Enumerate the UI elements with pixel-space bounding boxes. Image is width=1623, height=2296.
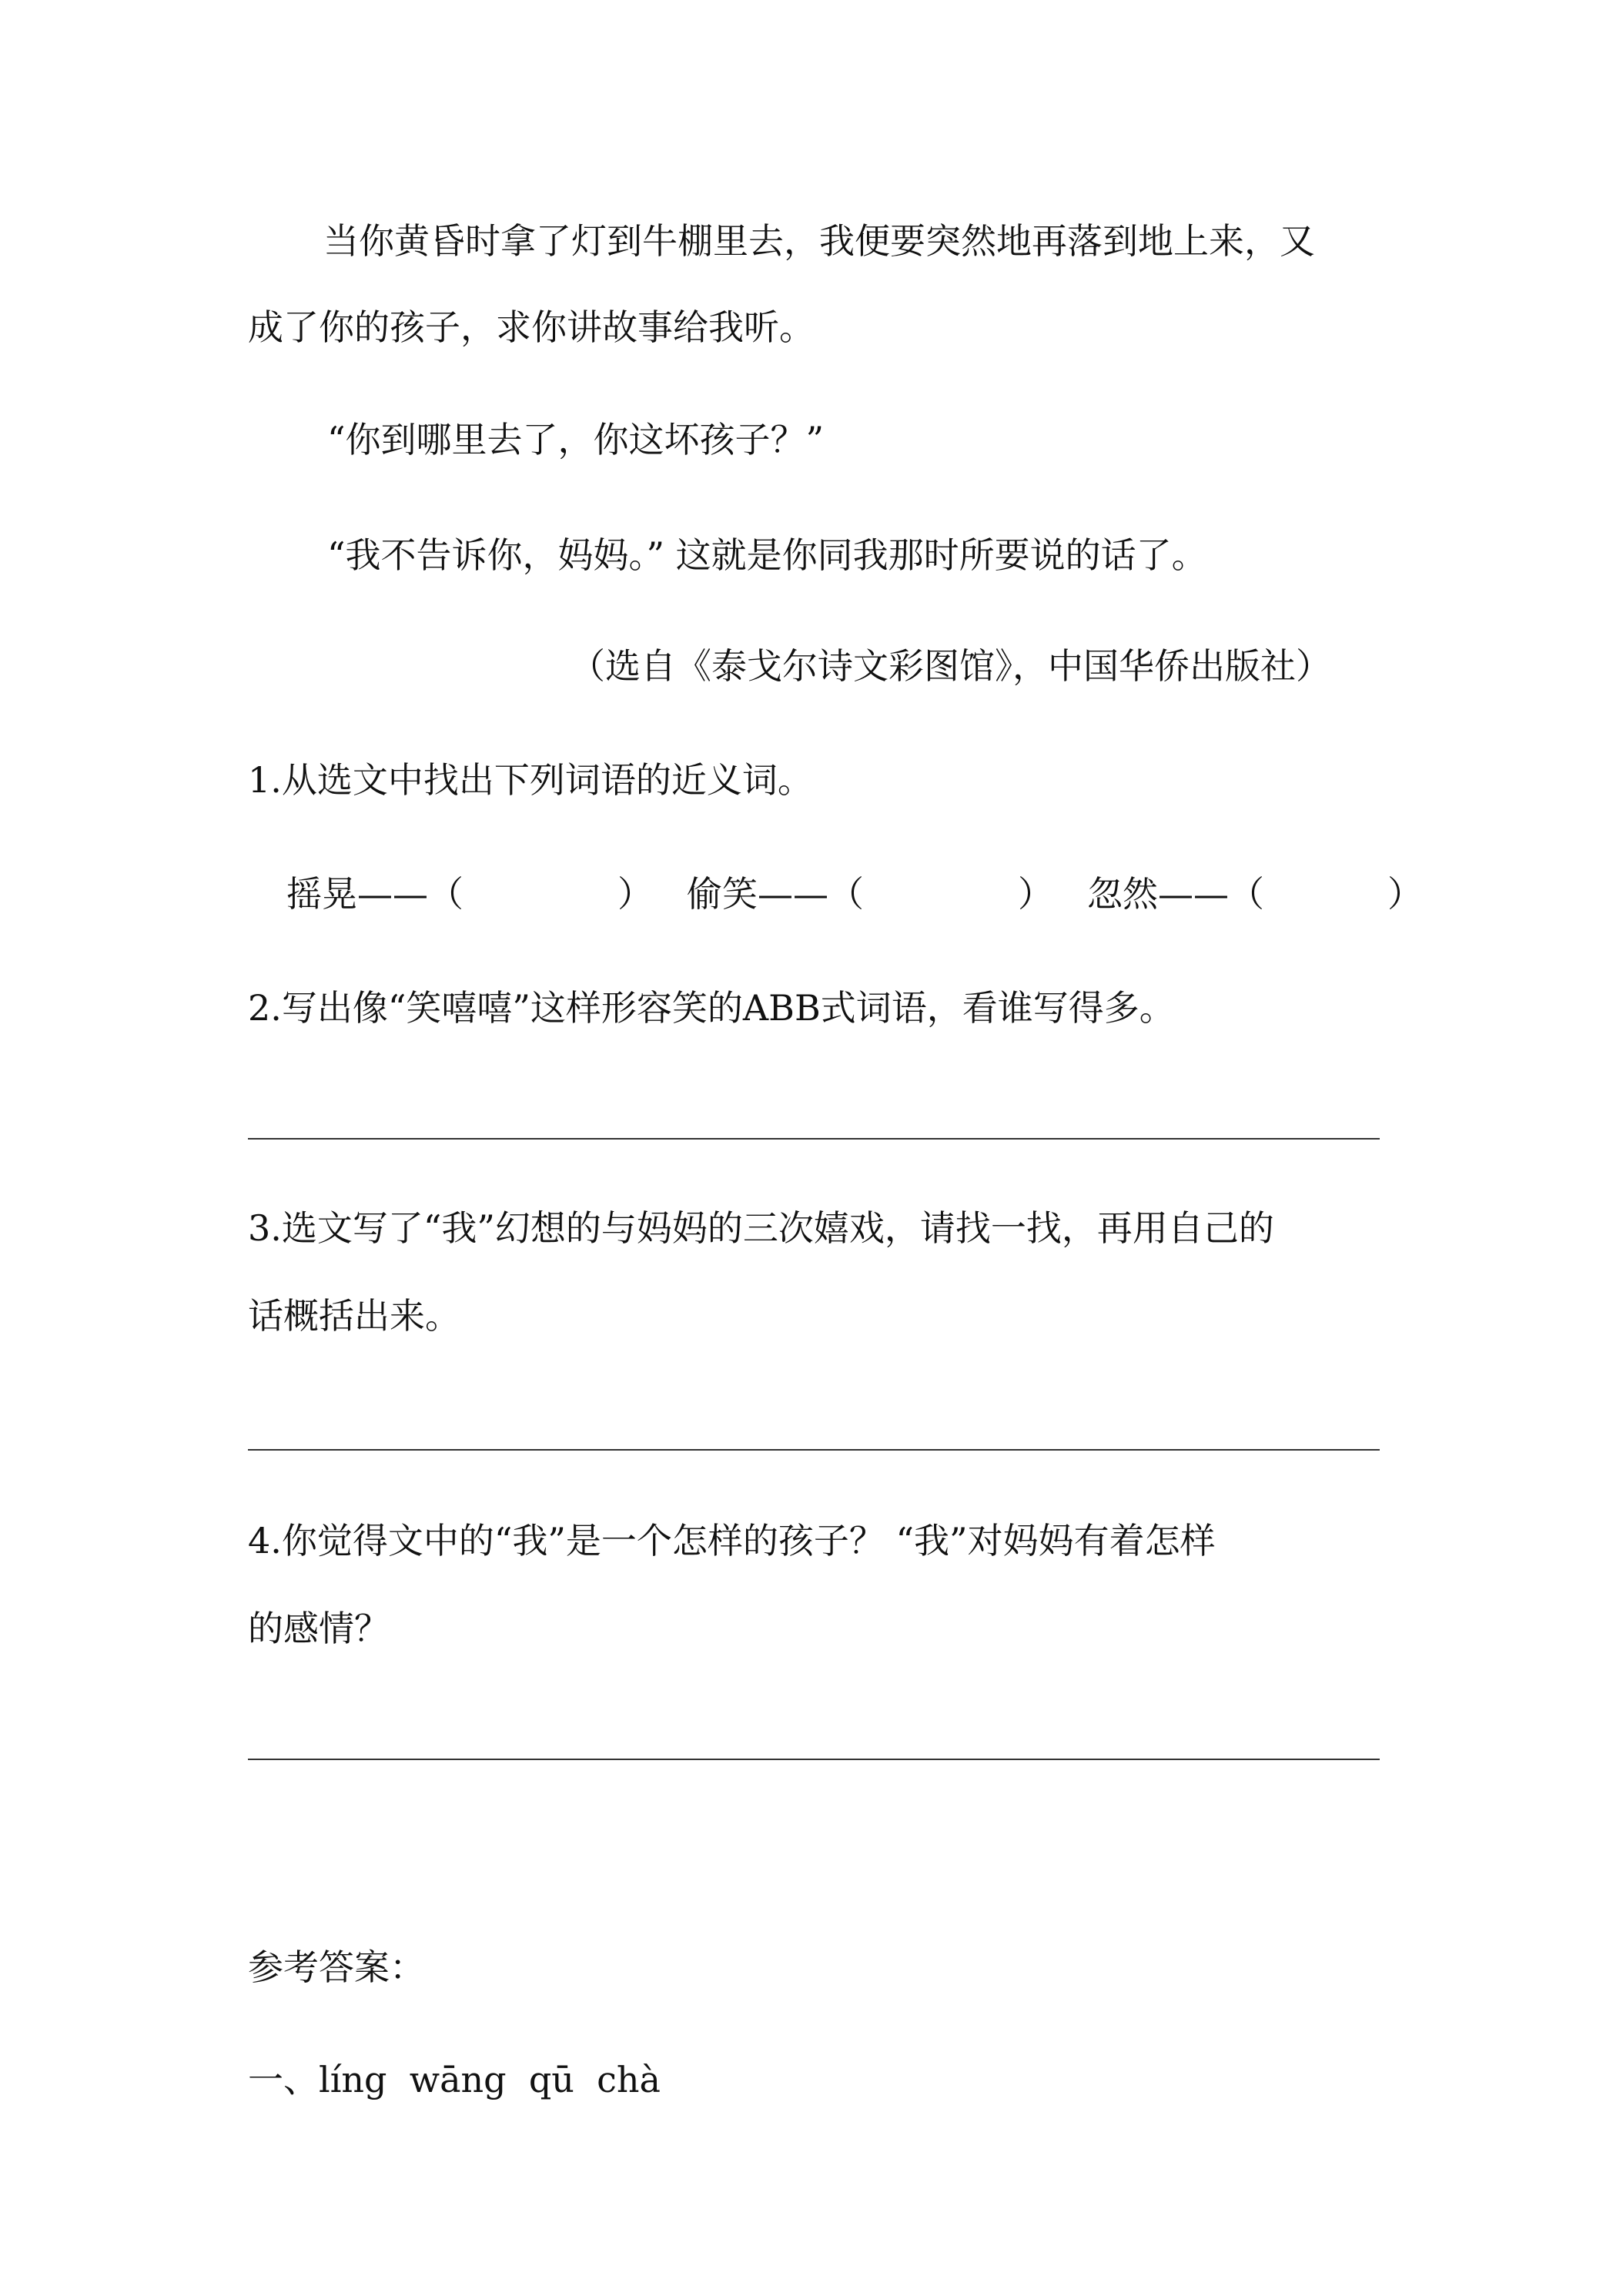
passage-paragraph-1-line-1: 当你黄昏时拿了灯到牛棚里去，我便要突然地再落到地上来，又 — [323, 220, 1315, 262]
question-3-line-1: 3.选文写了“我”幻想的与妈妈的三次嬉戏，请找一找，再用自己的 — [248, 1207, 1274, 1249]
question-1-items — [286, 873, 1423, 915]
q1-item-3-close: ） — [1387, 873, 1423, 915]
passage-paragraph-3: “我不告诉你，妈妈。” 这就是你同我那时所要说的话了。 — [327, 534, 1207, 576]
answer-line-q3[interactable] — [248, 1449, 1380, 1451]
q1-item-1-word: 摇晃——（ — [286, 873, 463, 915]
passage-paragraph-2: “你到哪里去了，你这坏孩子？” — [327, 419, 825, 460]
question-3-line-2: 话概括出来。 — [248, 1295, 460, 1337]
question-1: 1.从选文中找出下列词语的近义词。 — [248, 759, 813, 801]
q1-item-2-close: ） — [1018, 873, 1053, 915]
question-4-line-2: 的感情？ — [248, 1608, 390, 1649]
answers-line-1: 一、líng wāng qū chà — [248, 2059, 661, 2100]
answer-line-q2[interactable] — [248, 1138, 1380, 1140]
passage-source: （选自《泰戈尔诗文彩图馆》，中国华侨出版社） — [570, 645, 1331, 687]
passage-paragraph-1-line-2: 成了你的孩子，求你讲故事给我听。 — [248, 306, 815, 348]
answers-heading: 参考答案： — [248, 1946, 425, 1988]
q1-item-3-word: 忽然——（ — [1087, 873, 1264, 915]
question-4-line-1: 4.你觉得文中的“我”是一个怎样的孩子？ “我”对妈妈有着怎样 — [248, 1520, 1216, 1561]
q1-item-1-close: ） — [617, 873, 653, 915]
q1-item-2-word: 偷笑——（ — [687, 873, 864, 915]
question-2: 2.写出像“笑嘻嘻”这样形容笑的ABB式词语，看谁写得多。 — [248, 987, 1175, 1029]
answer-line-q4[interactable] — [248, 1759, 1380, 1760]
